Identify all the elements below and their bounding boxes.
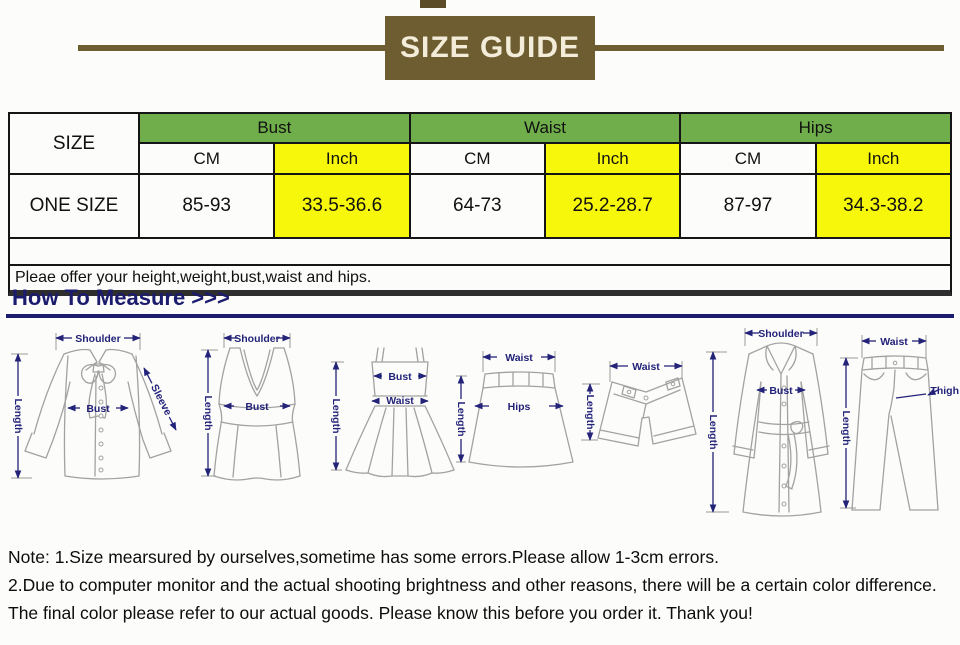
shorts-length-label: Length [584, 394, 596, 430]
blouse-shoulder-label: Shoulder [75, 333, 121, 345]
how-to-measure-underline [6, 314, 954, 318]
waist-cm-header: CM [410, 143, 545, 174]
skirt-waist-label: Waist [505, 352, 533, 364]
tank-length-label: Length [202, 395, 214, 431]
table-unit-header-row [9, 143, 951, 174]
shorts-outline [598, 378, 696, 446]
note-line-3: The final color please refer to our actual goods. Please know this before you order it. Thank you! [8, 603, 753, 623]
table-footnote: Pleae offer your height,weight,bust,waist and hips. [8, 264, 952, 296]
pants-thigh-label: Thigh [930, 385, 959, 397]
dress-diagram [330, 346, 470, 480]
blouse-diagram [6, 330, 188, 490]
hips-cm-header: CM [680, 143, 815, 174]
dress-waist-label: Waist [386, 395, 414, 407]
coat-length-label: Length [707, 414, 719, 450]
bust-inch-header: Inch [274, 143, 409, 174]
blouse-sleeve-label: Sleeve [148, 382, 174, 418]
waist-group-header: Waist [410, 113, 681, 143]
shorts-waist-label: Waist [632, 361, 660, 373]
bust-cm-header: CM [139, 143, 274, 174]
dress-length-label: Length [330, 398, 342, 434]
coat-bust-label: Bust [769, 385, 793, 397]
notes-section [8, 543, 937, 627]
waist-inch-header: Inch [545, 143, 680, 174]
blouse-length-label: Length [12, 398, 24, 434]
size-table [8, 112, 952, 266]
pants-outline [852, 356, 938, 510]
tank-top-outline [214, 348, 300, 480]
coat-diagram [703, 326, 839, 518]
coat-outline [733, 343, 829, 516]
tank-bust-label: Bust [245, 401, 269, 413]
note-line-2: 2.Due to computer monitor and the actual shooting brightness and other reasons, there will be a certain color difference. [8, 575, 937, 595]
coat-shoulder-label: Shoulder [758, 328, 804, 340]
hips-inch-header: Inch [816, 143, 951, 174]
bust-inch-value: 33.5-36.6 [274, 174, 409, 238]
table-empty-row [9, 238, 951, 265]
size-table-section [8, 112, 952, 296]
waist-cm-value: 64-73 [410, 174, 545, 238]
table-row [9, 174, 951, 238]
page-title: SIZE GUIDE [385, 16, 595, 80]
pants-waist-label: Waist [880, 336, 908, 348]
bust-group-header: Bust [139, 113, 410, 143]
hips-group-header: Hips [680, 113, 951, 143]
size-column-header: SIZE [9, 113, 139, 174]
pants-length-label: Length [840, 410, 852, 446]
note-line-1: Note: 1.Size mearsured by ourselves,sometime has some errors.Please allow 1-3cm errors. [8, 547, 719, 567]
bust-cm-value: 85-93 [139, 174, 274, 238]
size-value: ONE SIZE [9, 174, 139, 238]
skirt-length-label: Length [455, 401, 467, 437]
skirt-diagram [455, 348, 587, 470]
hips-cm-value: 87-97 [680, 174, 815, 238]
header-tick-mark [420, 0, 446, 8]
dress-outline [346, 348, 454, 477]
tank-top-diagram [198, 330, 316, 482]
dress-bust-label: Bust [388, 371, 412, 383]
blouse-bust-label: Bust [86, 403, 110, 415]
table-group-header-row [9, 113, 951, 143]
skirt-hips-label: Hips [507, 401, 531, 413]
how-to-measure-heading: How To Measure >>> [12, 285, 230, 310]
skirt-outline [469, 372, 573, 467]
waist-inch-value: 25.2-28.7 [545, 174, 680, 238]
hips-inch-value: 34.3-38.2 [816, 174, 951, 238]
pants-diagram [838, 328, 960, 514]
tank-shoulder-label: Shoulder [234, 333, 280, 345]
shorts-diagram [580, 360, 706, 455]
